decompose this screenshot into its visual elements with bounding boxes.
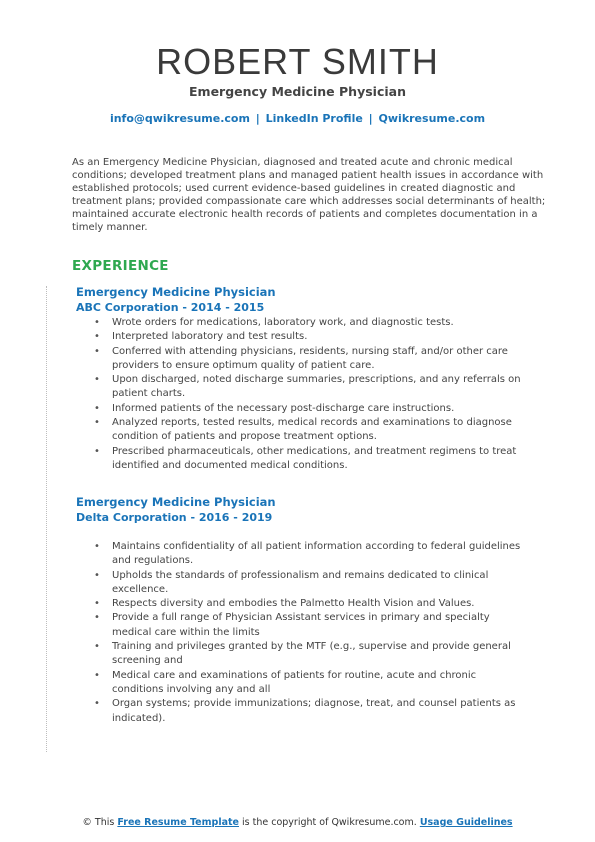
- summary-paragraph: As an Emergency Medicine Physician, diagnosed and treated acute and chronic medical conditions; developed treatment plans and managed patient health issues in accordance with established protocols; used current evidence-based guidelines in created diagnostic and treatment plans; provided compassionate care which addresses social determinants of health; maintained accurate electronic health records of patients and completes documentation in a timely manner.: [72, 157, 546, 233]
- usage-guidelines-link[interactable]: Usage Guidelines: [419, 817, 513, 828]
- candidate-title: Emergency Medicine Physician: [189, 84, 406, 99]
- job-bullet: • Medical care and examinations of patients for routine, acute and chronic conditions involving any and all: [76, 669, 526, 698]
- website-link[interactable]: Qwikresume.com: [378, 112, 486, 125]
- job-bullet: • Wrote orders for medications, laboratory work, and diagnostic tests.: [76, 316, 526, 330]
- job-company-dates: ABC Corporation - 2014 - 2015: [76, 301, 265, 314]
- job-bullet: • Respects diversity and embodies the Palmetto Health Vision and Values.: [76, 597, 526, 611]
- job-bullet: • Upon discharged, noted discharge summaries, prescriptions, and any referrals on patient charts.: [76, 373, 526, 402]
- job-bullet-list: [76, 540, 526, 726]
- copyright-footer: [0, 817, 595, 828]
- linkedin-link[interactable]: LinkedIn Profile: [265, 112, 363, 125]
- job-entry: [76, 495, 526, 726]
- footer-middle-text: is the copyright of Qwikresume.com.: [242, 817, 417, 828]
- email-link[interactable]: info@qwikresume.com: [109, 112, 250, 125]
- job-title: Emergency Medicine Physician: [76, 495, 276, 509]
- timeline-divider: [46, 286, 47, 752]
- free-resume-template-link[interactable]: Free Resume Template: [117, 817, 239, 828]
- job-bullet: • Conferred with attending physicians, residents, nursing staff, and/or other care providers to ensure optimum quality of patient care.: [76, 345, 526, 374]
- job-bullet: • Interpreted laboratory and test results.: [76, 330, 526, 344]
- experience-heading: EXPERIENCE: [72, 258, 169, 274]
- contact-line: [0, 112, 595, 126]
- job-company-dates: Delta Corporation - 2016 - 2019: [76, 511, 273, 524]
- footer-prefix: © This: [82, 817, 115, 828]
- contact-separator: |: [255, 112, 260, 125]
- job-bullet: • Provide a full range of Physician Assistant services in primary and specialty medical care within the limits: [76, 611, 526, 640]
- resume-header: [0, 40, 595, 126]
- job-bullet: • Organ systems; provide immunizations; diagnose, treat, and counsel patients as indicated).: [76, 697, 526, 726]
- candidate-name: ROBERT SMITH: [156, 41, 439, 82]
- job-bullet: • Analyzed reports, tested results, medical records and examinations to diagnose condition of patients and propose treatment options.: [76, 416, 526, 445]
- job-bullet-list: [76, 316, 526, 473]
- contact-separator: |: [368, 112, 373, 125]
- job-bullet: • Upholds the standards of professionalism and remains dedicated to clinical excellence.: [76, 569, 526, 598]
- job-bullet: • Prescribed pharmaceuticals, other medications, and treatment regimens to treat identified and documented medical conditions.: [76, 445, 526, 474]
- job-bullet: • Informed patients of the necessary post-discharge care instructions.: [76, 402, 526, 416]
- job-entry: [76, 285, 526, 473]
- job-bullet: • Maintains confidentiality of all patient information according to federal guidelines and regulations.: [76, 540, 526, 569]
- job-bullet: • Training and privileges granted by the MTF (e.g., supervise and provide general screening and: [76, 640, 526, 669]
- job-title: Emergency Medicine Physician: [76, 285, 276, 299]
